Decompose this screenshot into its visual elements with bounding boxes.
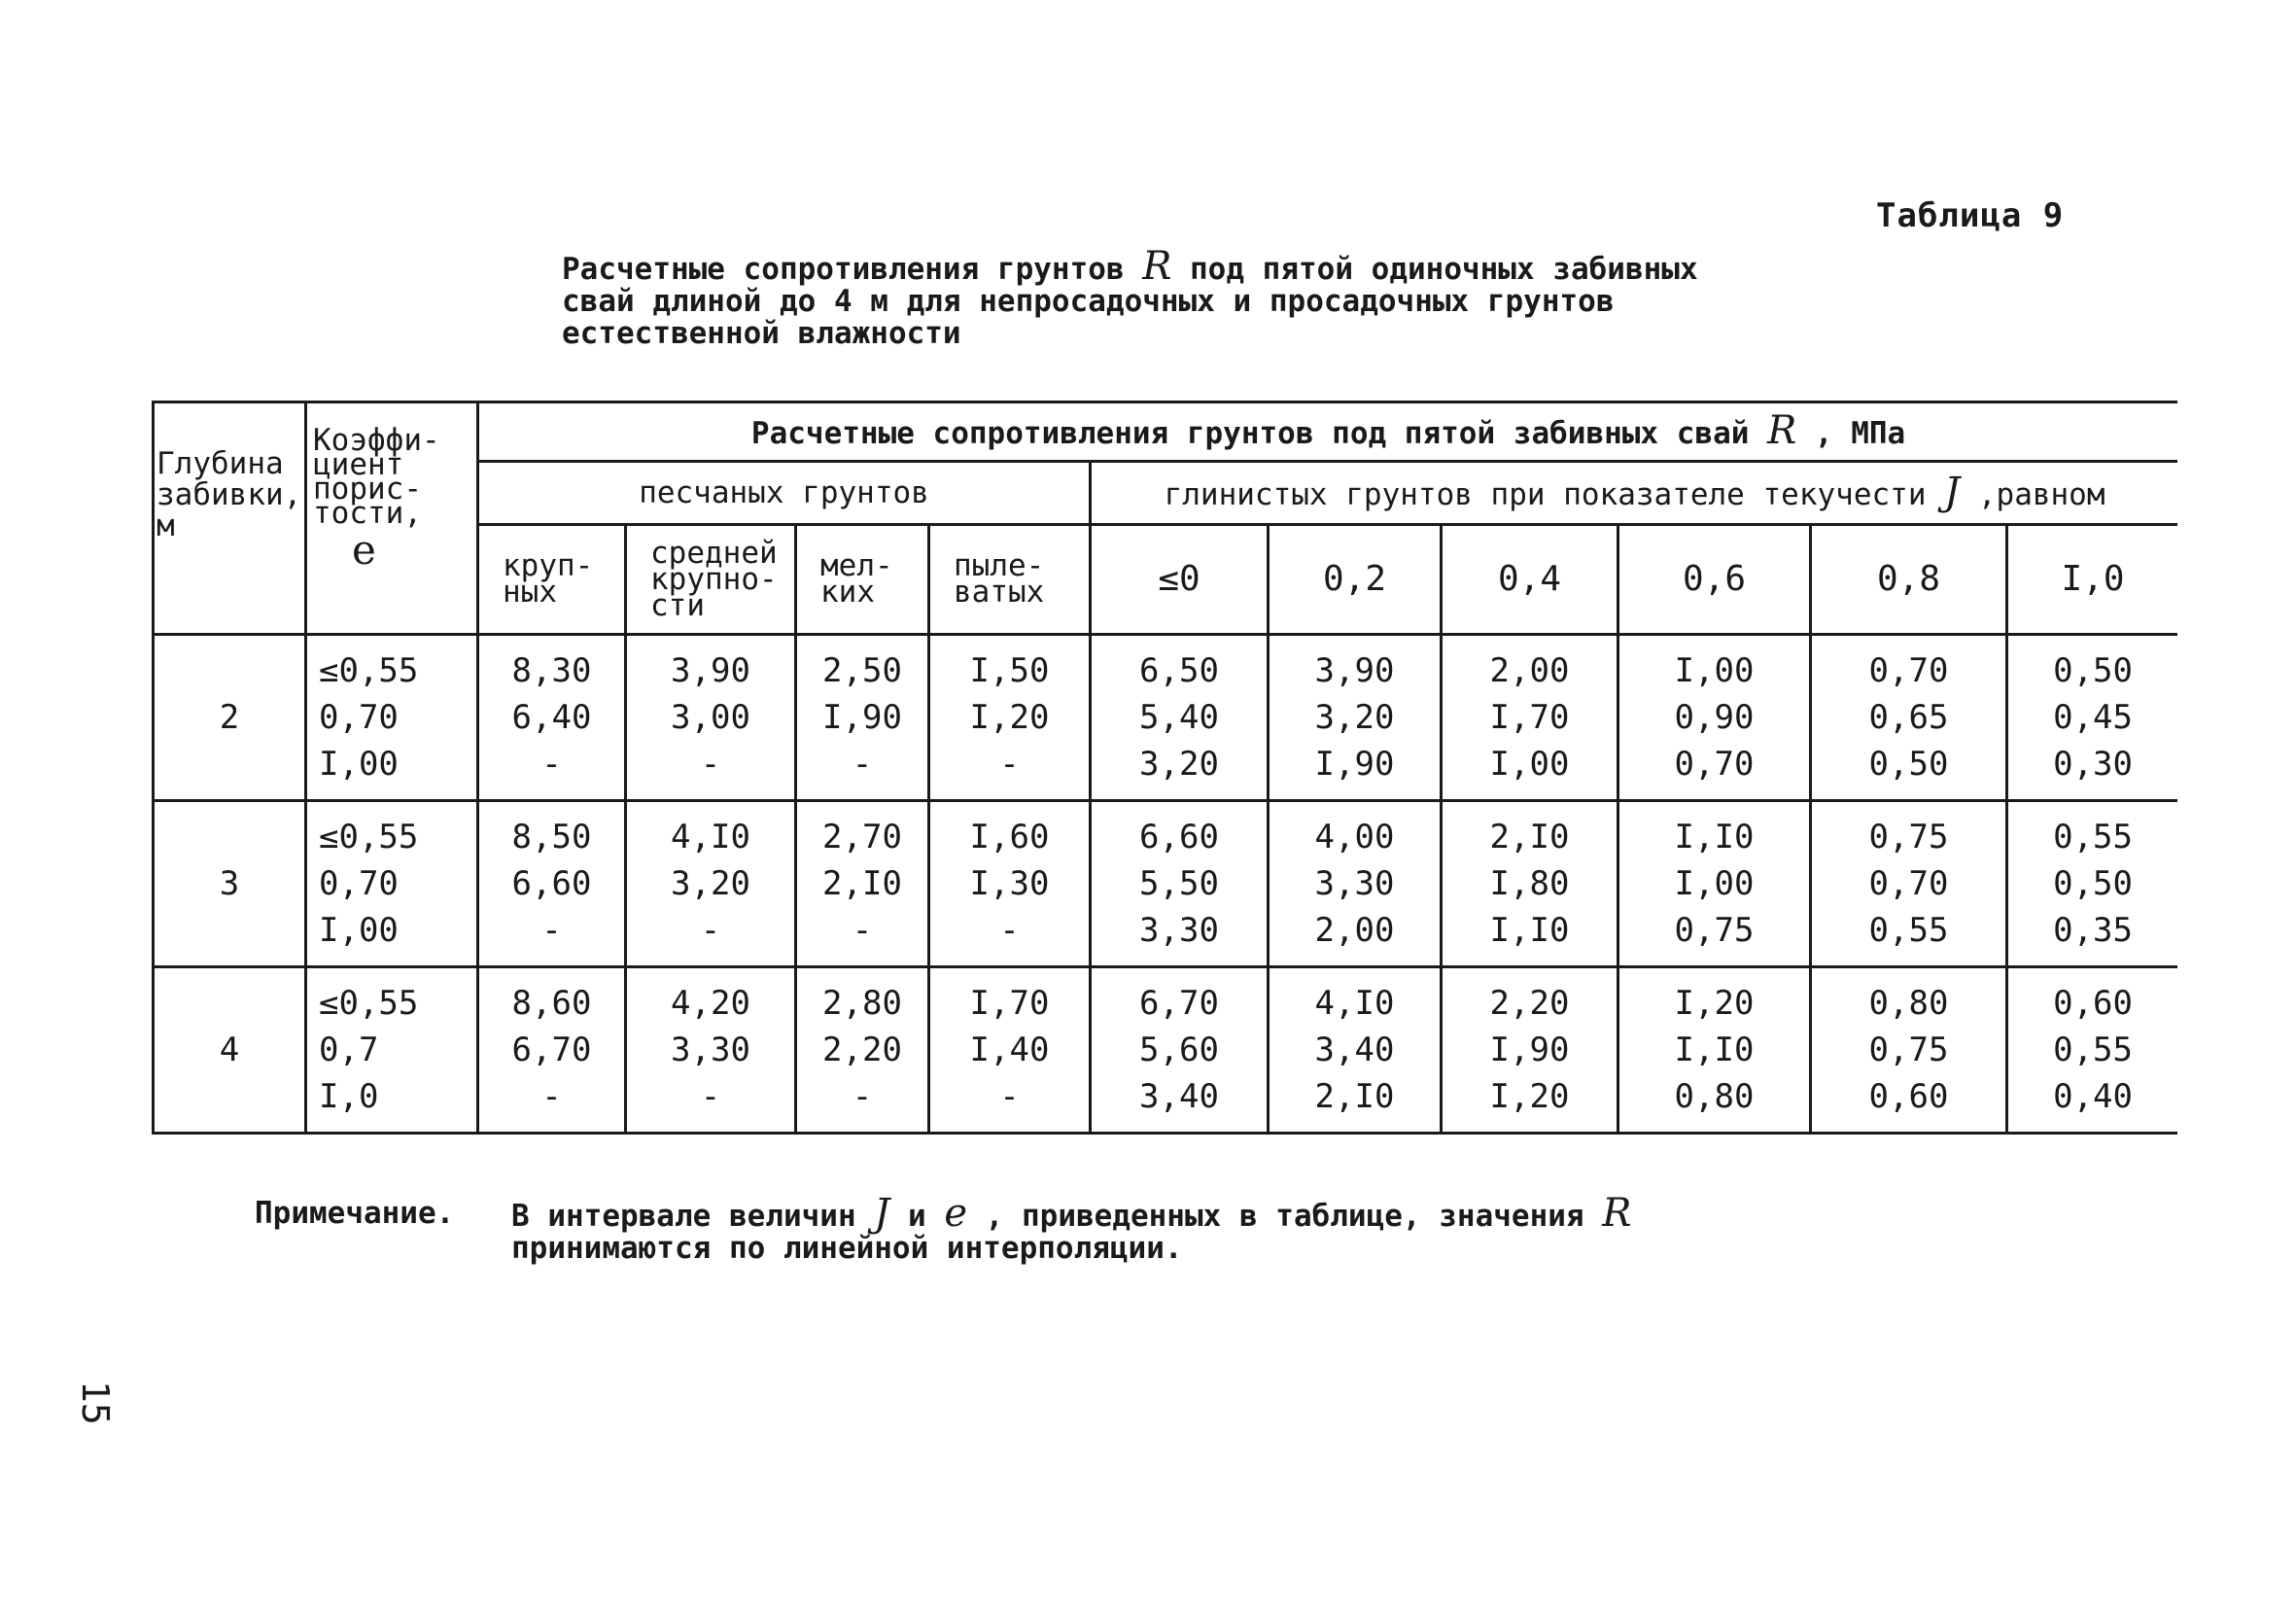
sand-value: -: [541, 911, 562, 950]
porosity-value: 0,7: [319, 1031, 379, 1069]
clay-value: 0,75: [1868, 818, 1949, 856]
header-sand-coarse: круп-ных: [478, 525, 626, 635]
clay-value: 4,I0: [1314, 984, 1395, 1023]
header-clay-label: глинистых грунтов при показателе текучести: [1164, 476, 1945, 512]
sand-value: -: [999, 911, 1020, 950]
caption-line-3: естественной влажности: [562, 316, 961, 351]
sand-value: I,50: [969, 651, 1050, 690]
header-porosity-label: Коэффи-циент порис-тости,: [313, 423, 440, 531]
porosity-value: I,00: [319, 911, 399, 950]
clay-value: 0,70: [1868, 651, 1949, 690]
sand-cell: [626, 967, 796, 1134]
clay-value: 6,70: [1139, 984, 1219, 1023]
porosity-value: ≤0,55: [319, 818, 419, 856]
note-label: Примечание.: [255, 1196, 455, 1231]
sand-value: I,40: [969, 1031, 1050, 1069]
note-text: [511, 1191, 1872, 1266]
cell-porosity: [306, 967, 478, 1134]
clay-value: 3,20: [1139, 745, 1219, 784]
clay-cell: [1091, 801, 1269, 967]
sand-value: -: [541, 745, 562, 784]
header-clay-end: ,равном: [1960, 476, 2105, 512]
resistance-table-container: [152, 401, 2177, 1135]
clay-value: I,I0: [1674, 818, 1755, 856]
header-sand-silty: пыле-ватых: [929, 525, 1091, 635]
clay-cell: [1091, 967, 1269, 1134]
table-row: [154, 801, 2178, 967]
table-row: [154, 635, 2178, 801]
clay-value: 0,30: [2053, 745, 2133, 784]
porosity-value: ≤0,55: [319, 651, 419, 690]
clay-cell: [2007, 635, 2178, 801]
clay-cell: [1269, 801, 1442, 967]
sand-cell: [626, 635, 796, 801]
clay-cell: [1618, 801, 1811, 967]
porosity-value: 0,70: [319, 864, 399, 903]
header-clay-0-8: 0,8: [1811, 525, 2007, 635]
clay-value: 0,75: [1868, 1031, 1949, 1069]
sand-value: 6,60: [511, 864, 592, 903]
clay-cell: [2007, 967, 2178, 1134]
header-porosity: [306, 402, 478, 635]
clay-value: 6,60: [1139, 818, 1219, 856]
clay-value: 3,90: [1314, 651, 1395, 690]
cell-depth: 4: [154, 967, 306, 1134]
sand-cell: [478, 801, 626, 967]
header-sand-fine: мел-ких: [796, 525, 929, 635]
r-symbol: R: [1602, 1191, 1632, 1236]
clay-cell: [2007, 801, 2178, 967]
porosity-value: I,0: [319, 1077, 379, 1116]
porosity-value: 0,70: [319, 698, 399, 737]
clay-cell: [1442, 967, 1618, 1134]
e-symbol: e: [944, 1191, 967, 1236]
sand-value: -: [852, 1077, 873, 1116]
sand-cell: [929, 801, 1091, 967]
clay-value: 0,60: [2053, 984, 2133, 1023]
sand-value: I,20: [969, 698, 1050, 737]
clay-value: 0,90: [1674, 698, 1755, 737]
sand-value: 3,30: [671, 1031, 750, 1069]
header-clay-0-2: 0,2: [1269, 525, 1442, 635]
clay-cell: [1618, 635, 1811, 801]
resistance-table: [152, 401, 2177, 1135]
clay-value: 0,65: [1868, 698, 1949, 737]
caption-line-2: свай длиной до 4 м для непросадочных и просадочных грунтов: [562, 284, 1615, 319]
note-line-2: принимаются по линейной интерполяции.: [511, 1231, 1183, 1266]
clay-value: 0,80: [1868, 984, 1949, 1023]
sand-cell: [929, 967, 1091, 1134]
clay-cell: [1269, 635, 1442, 801]
cell-porosity: [306, 801, 478, 967]
sand-value: I,60: [969, 818, 1050, 856]
clay-value: I,I0: [1489, 911, 1570, 950]
header-resistance: [478, 402, 2178, 462]
clay-value: 0,70: [1674, 745, 1755, 784]
header-sand-medium: средней крупно-сти: [626, 525, 796, 635]
sand-value: 6,70: [511, 1031, 592, 1069]
header-depth: Глубина забивки, м: [154, 402, 306, 635]
r-symbol: R: [1767, 407, 1797, 453]
sand-value: 3,20: [671, 864, 750, 903]
clay-value: I,20: [1674, 984, 1755, 1023]
sand-value: 8,30: [511, 651, 592, 690]
clay-value: I,00: [1674, 864, 1755, 903]
clay-cell: [1269, 967, 1442, 1134]
clay-value: 3,20: [1314, 698, 1395, 737]
sand-cell: [478, 635, 626, 801]
header-sand-soils: песчаных грунтов: [478, 462, 1091, 525]
sand-value: -: [700, 911, 721, 950]
porosity-value: I,00: [319, 745, 399, 784]
clay-value: 0,50: [2053, 864, 2133, 903]
table-number: Таблица 9: [1876, 196, 2065, 235]
sand-value: 8,50: [511, 818, 592, 856]
clay-value: 0,75: [1674, 911, 1755, 950]
sand-value: 3,90: [671, 651, 750, 690]
clay-value: 4,00: [1314, 818, 1395, 856]
clay-value: 0,35: [2053, 911, 2133, 950]
sand-value: -: [541, 1077, 562, 1116]
clay-value: 3,30: [1139, 911, 1219, 950]
table-caption: [562, 244, 1884, 351]
clay-value: 0,55: [2053, 818, 2133, 856]
sand-cell: [796, 967, 929, 1134]
clay-value: 2,00: [1314, 911, 1395, 950]
cell-depth: 2: [154, 635, 306, 801]
sand-value: 2,70: [822, 818, 902, 856]
cell-depth: 3: [154, 801, 306, 967]
clay-value: 0,40: [2053, 1077, 2133, 1116]
sand-cell: [929, 635, 1091, 801]
clay-value: I,20: [1489, 1077, 1570, 1116]
clay-cell: [1442, 801, 1618, 967]
header-clay-0-6: 0,6: [1618, 525, 1811, 635]
sand-value: 2,80: [822, 984, 902, 1023]
r-symbol: R: [1142, 244, 1172, 289]
sand-value: 4,I0: [671, 818, 750, 856]
caption-line-1: Расчетные сопротивления грунтов: [562, 252, 1143, 287]
clay-value: 0,70: [1868, 864, 1949, 903]
sand-cell: [796, 801, 929, 967]
page-number: 15: [74, 1381, 117, 1425]
clay-value: 2,00: [1489, 651, 1570, 690]
j-symbol: J: [1944, 469, 1961, 514]
sand-cell: [478, 967, 626, 1134]
clay-value: 0,45: [2053, 698, 2133, 737]
clay-value: 5,50: [1139, 864, 1219, 903]
clay-value: I,70: [1489, 698, 1570, 737]
sand-value: -: [700, 1077, 721, 1116]
sand-cell: [626, 801, 796, 967]
clay-value: 6,50: [1139, 651, 1219, 690]
sand-value: I,30: [969, 864, 1050, 903]
clay-value: 2,I0: [1489, 818, 1570, 856]
table-row: [154, 967, 2178, 1134]
clay-value: 5,60: [1139, 1031, 1219, 1069]
sand-value: I,90: [822, 698, 902, 737]
sand-cell: [796, 635, 929, 801]
clay-cell: [1442, 635, 1618, 801]
clay-value: I,80: [1489, 864, 1570, 903]
clay-value: I,90: [1314, 745, 1395, 784]
clay-value: 0,50: [1868, 745, 1949, 784]
clay-value: 0,50: [2053, 651, 2133, 690]
sand-value: 3,00: [671, 698, 750, 737]
header-clay-1-0: I,0: [2007, 525, 2178, 635]
sand-value: 4,20: [671, 984, 750, 1023]
sand-value: 2,I0: [822, 864, 902, 903]
sand-value: 2,50: [822, 651, 902, 690]
clay-cell: [1091, 635, 1269, 801]
porosity-value: ≤0,55: [319, 984, 419, 1023]
header-resistance-unit: , МПа: [1796, 415, 1906, 451]
clay-value: 0,55: [2053, 1031, 2133, 1069]
sand-value: 8,60: [511, 984, 592, 1023]
sand-value: -: [999, 745, 1020, 784]
clay-value: 2,20: [1489, 984, 1570, 1023]
clay-value: 0,55: [1868, 911, 1949, 950]
header-clay-soils: [1091, 462, 2178, 525]
clay-cell: [1811, 801, 2007, 967]
clay-value: 0,60: [1868, 1077, 1949, 1116]
clay-cell: [1811, 635, 2007, 801]
clay-value: 3,40: [1314, 1031, 1395, 1069]
sand-value: -: [999, 1077, 1020, 1116]
clay-value: I,00: [1674, 651, 1755, 690]
sand-value: 2,20: [822, 1031, 902, 1069]
sand-value: -: [852, 745, 873, 784]
note-line-1: В интервале величин: [511, 1199, 875, 1234]
clay-value: 3,30: [1314, 864, 1395, 903]
table-body: [154, 635, 2178, 1134]
clay-cell: [1618, 967, 1811, 1134]
clay-value: 0,80: [1674, 1077, 1755, 1116]
e-symbol: e: [352, 526, 376, 574]
note-line-1-mid: и: [889, 1199, 945, 1234]
cell-porosity: [306, 635, 478, 801]
clay-value: I,90: [1489, 1031, 1570, 1069]
clay-cell: [1811, 967, 2007, 1134]
clay-value: I,00: [1489, 745, 1570, 784]
clay-value: 2,I0: [1314, 1077, 1395, 1116]
caption-line-1-end: под пятой одиночных забивных: [1171, 252, 1698, 287]
sand-value: -: [700, 745, 721, 784]
note-line-1-post: , приведенных в таблице, значения: [967, 1199, 1603, 1234]
header-clay-0-4: 0,4: [1442, 525, 1618, 635]
clay-value: 5,40: [1139, 698, 1219, 737]
j-symbol: J: [874, 1191, 890, 1236]
sand-value: 6,40: [511, 698, 592, 737]
clay-value: 3,40: [1139, 1077, 1219, 1116]
header-resistance-label: Расчетные сопротивления грунтов под пятой забивных свай: [750, 415, 1768, 451]
header-clay-0: ≤0: [1091, 525, 1269, 635]
clay-value: I,I0: [1674, 1031, 1755, 1069]
sand-value: -: [852, 911, 873, 950]
sand-value: I,70: [969, 984, 1050, 1023]
